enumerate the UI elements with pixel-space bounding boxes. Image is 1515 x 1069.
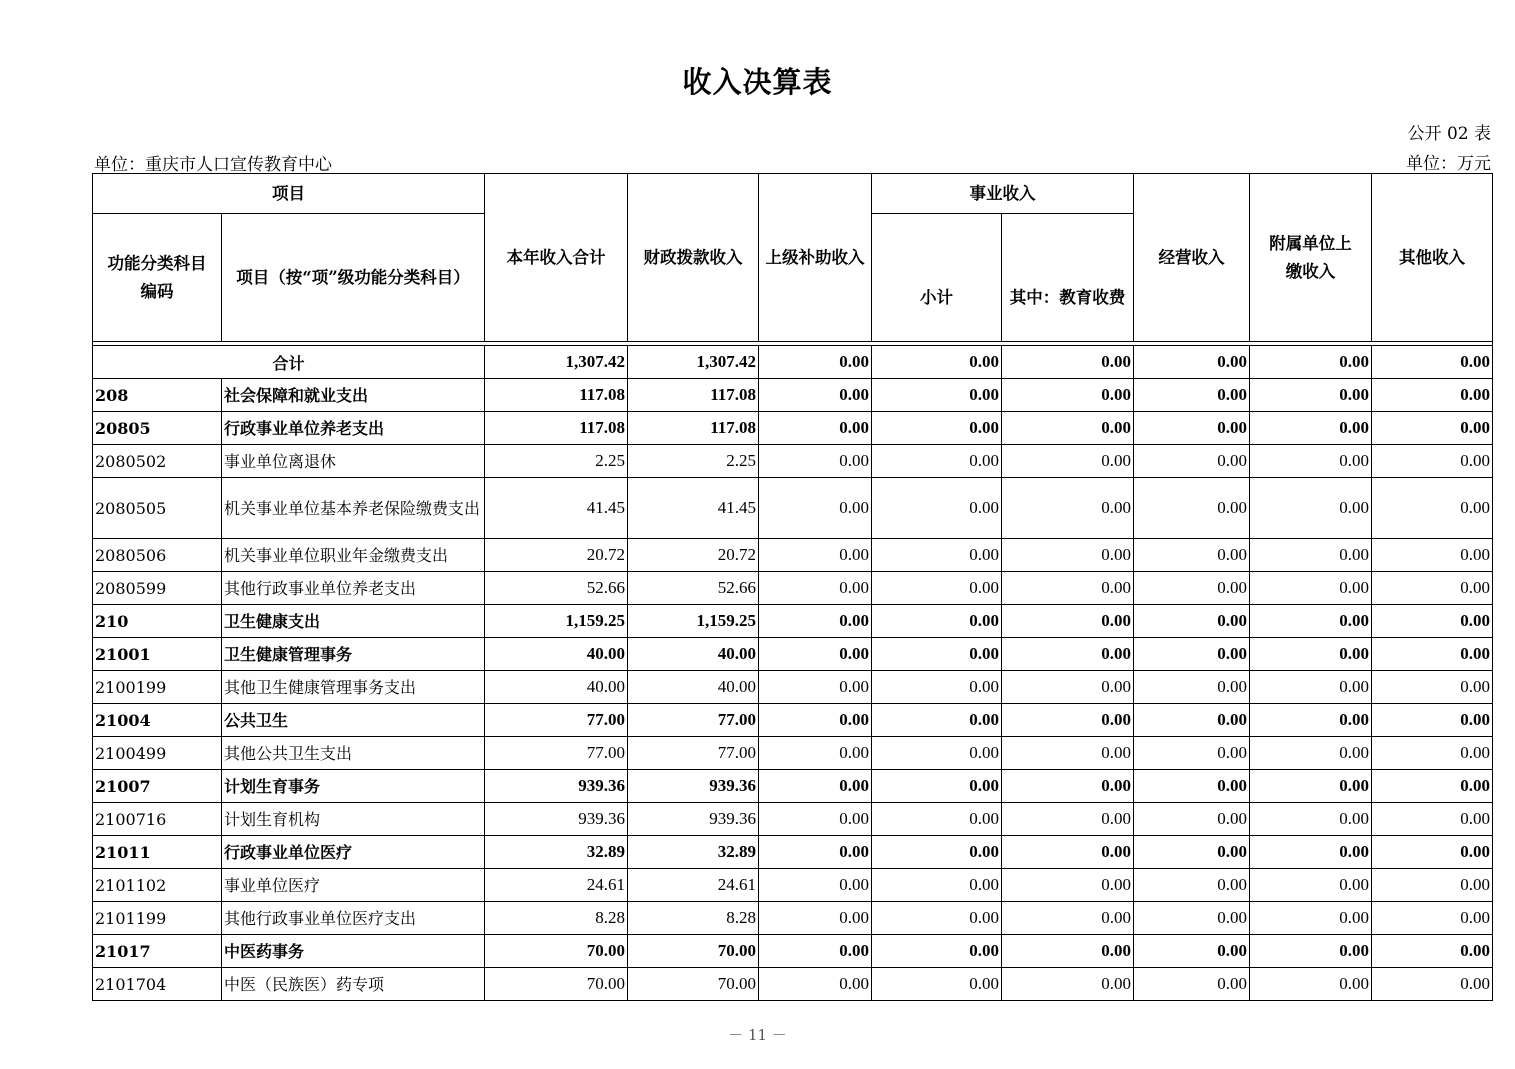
row-value-cell: 0.00 xyxy=(1134,803,1250,836)
row-code-cell: 208 xyxy=(93,379,222,412)
row-value-cell: 40.00 xyxy=(628,638,759,671)
row-value-cell: 0.00 xyxy=(759,935,872,968)
row-code-cell: 2101199 xyxy=(93,902,222,935)
table-row xyxy=(93,572,1493,605)
row-value-cell: 0.00 xyxy=(1250,605,1372,638)
form-number: 公开 02 表 xyxy=(1407,124,1491,144)
row-code-cell: 21001 xyxy=(93,638,222,671)
row-value-cell: 0.00 xyxy=(1002,968,1134,1001)
row-value-cell: 0.00 xyxy=(1372,737,1493,770)
table-row xyxy=(93,902,1493,935)
row-value-cell: 52.66 xyxy=(628,572,759,605)
row-value-cell: 0.00 xyxy=(1134,572,1250,605)
row-value-cell: 0.00 xyxy=(1372,803,1493,836)
row-name-cell: 其他行政事业单位养老支出 xyxy=(222,572,485,605)
row-value-cell: 0.00 xyxy=(1002,539,1134,572)
row-name-cell: 公共卫生 xyxy=(222,704,485,737)
row-value-cell: 0.00 xyxy=(1250,638,1372,671)
row-value-cell: 0.00 xyxy=(1250,803,1372,836)
row-value-cell: 0.00 xyxy=(1250,770,1372,803)
row-name-cell: 行政事业单位医疗 xyxy=(222,836,485,869)
row-value-cell: 0.00 xyxy=(1372,836,1493,869)
row-value-cell: 939.36 xyxy=(628,803,759,836)
row-name-cell: 事业单位离退休 xyxy=(222,445,485,478)
row-value-cell: 0.00 xyxy=(1002,572,1134,605)
row-name-cell: 行政事业单位养老支出 xyxy=(222,412,485,445)
row-name-cell: 机关事业单位职业年金缴费支出 xyxy=(222,539,485,572)
row-value-cell: 41.45 xyxy=(485,478,628,539)
header-code: 功能分类科目编码 xyxy=(93,214,222,342)
table-row xyxy=(93,803,1493,836)
row-value-cell: 0.00 xyxy=(1372,445,1493,478)
row-value-cell: 0.00 xyxy=(1250,704,1372,737)
row-value-cell: 40.00 xyxy=(485,671,628,704)
row-code-cell: 2100499 xyxy=(93,737,222,770)
row-value-cell: 0.00 xyxy=(1134,704,1250,737)
row-value-cell: 0.00 xyxy=(1250,869,1372,902)
row-value-cell: 24.61 xyxy=(485,869,628,902)
row-value-cell: 0.00 xyxy=(1372,704,1493,737)
row-code-cell: 21007 xyxy=(93,770,222,803)
row-name-cell: 中医药事务 xyxy=(222,935,485,968)
row-code-cell: 21011 xyxy=(93,836,222,869)
row-name-cell: 卫生健康管理事务 xyxy=(222,638,485,671)
row-value-cell: 0.00 xyxy=(872,869,1002,902)
row-code-cell: 2100199 xyxy=(93,671,222,704)
header-affiliated-unit-income: 附属单位上缴收入 xyxy=(1250,174,1372,342)
row-value-cell: 0.00 xyxy=(1372,935,1493,968)
row-value-cell: 40.00 xyxy=(628,671,759,704)
row-name-cell: 计划生育事务 xyxy=(222,770,485,803)
row-value-cell: 1,159.25 xyxy=(485,605,628,638)
row-value-cell: 70.00 xyxy=(485,968,628,1001)
table-row xyxy=(93,770,1493,803)
table-row xyxy=(93,704,1493,737)
row-value-cell: 0.00 xyxy=(759,770,872,803)
row-value-cell: 0.00 xyxy=(1134,968,1250,1001)
row-value-cell: 0.00 xyxy=(1250,737,1372,770)
row-value-cell: 0.00 xyxy=(1250,445,1372,478)
header-education-fee: 其中：教育收费 xyxy=(1002,214,1134,342)
row-value-cell: 8.28 xyxy=(485,902,628,935)
row-code-cell: 2100716 xyxy=(93,803,222,836)
row-value-cell: 0.00 xyxy=(872,737,1002,770)
unit-label: 单位：重庆市人口宣传教育中心 xyxy=(94,155,332,175)
row-value-cell: 2.25 xyxy=(485,445,628,478)
header-operating-income: 经营收入 xyxy=(1134,174,1250,342)
row-value-cell: 0.00 xyxy=(1250,671,1372,704)
row-value-cell: 0.00 xyxy=(1134,770,1250,803)
row-value-cell: 939.36 xyxy=(628,770,759,803)
row-value-cell: 0.00 xyxy=(1002,836,1134,869)
row-value-cell: 117.08 xyxy=(485,379,628,412)
row-value-cell: 0.00 xyxy=(1002,902,1134,935)
row-value-cell: 0.00 xyxy=(1134,935,1250,968)
row-value-cell: 0.00 xyxy=(1372,902,1493,935)
row-value-cell: 0.00 xyxy=(759,671,872,704)
row-value-cell: 0.00 xyxy=(759,803,872,836)
row-value-cell: 0.00 xyxy=(1372,869,1493,902)
table-row xyxy=(93,379,1493,412)
table-row xyxy=(93,737,1493,770)
row-value-cell: 0.00 xyxy=(759,379,872,412)
table-row xyxy=(93,478,1493,539)
row-value-cell: 0.00 xyxy=(1250,902,1372,935)
row-value-cell: 0.00 xyxy=(872,638,1002,671)
row-value-cell: 0.00 xyxy=(1002,605,1134,638)
row-value-cell: 0.00 xyxy=(1134,379,1250,412)
row-value-cell: 0.00 xyxy=(1002,935,1134,968)
row-value-cell: 0.00 xyxy=(1250,412,1372,445)
row-value-cell: 0.00 xyxy=(759,968,872,1001)
row-value-cell: 939.36 xyxy=(485,770,628,803)
total-label: 合计 xyxy=(93,346,485,379)
row-value-cell: 0.00 xyxy=(1250,836,1372,869)
row-value-cell: 0.00 xyxy=(872,968,1002,1001)
row-value-cell: 52.66 xyxy=(485,572,628,605)
row-value-cell: 0.00 xyxy=(1134,412,1250,445)
row-value-cell: 117.08 xyxy=(628,379,759,412)
row-value-cell: 77.00 xyxy=(628,737,759,770)
row-value-cell: 0.00 xyxy=(1134,671,1250,704)
row-value-cell: 0.00 xyxy=(872,478,1002,539)
row-code-cell: 2080599 xyxy=(93,572,222,605)
row-value-cell: 0.00 xyxy=(1250,478,1372,539)
row-value-cell: 20.72 xyxy=(628,539,759,572)
row-name-cell: 其他行政事业单位医疗支出 xyxy=(222,902,485,935)
row-value-cell: 0.00 xyxy=(1134,836,1250,869)
header-business-income: 事业收入 xyxy=(872,174,1134,214)
header-other-income: 其他收入 xyxy=(1372,174,1493,342)
row-value-cell: 0.00 xyxy=(872,412,1002,445)
row-value-cell: 0.00 xyxy=(759,902,872,935)
row-value-cell: 0.00 xyxy=(1250,572,1372,605)
row-value-cell: 0.00 xyxy=(1002,770,1134,803)
row-value-cell: 70.00 xyxy=(485,935,628,968)
header-project: 项目 xyxy=(93,174,485,214)
row-value-cell: 0.00 xyxy=(1372,770,1493,803)
row-value-cell: 0.00 xyxy=(872,704,1002,737)
row-value-cell: 40.00 xyxy=(485,638,628,671)
row-value-cell: 0.00 xyxy=(759,704,872,737)
row-value-cell: 77.00 xyxy=(485,737,628,770)
table-row xyxy=(93,539,1493,572)
row-name-cell: 社会保障和就业支出 xyxy=(222,379,485,412)
table-row xyxy=(93,412,1493,445)
row-name-cell: 卫生健康支出 xyxy=(222,605,485,638)
row-value-cell: 0.00 xyxy=(1134,737,1250,770)
row-code-cell: 21004 xyxy=(93,704,222,737)
row-value-cell: 0.00 xyxy=(1372,605,1493,638)
row-value-cell: 77.00 xyxy=(485,704,628,737)
row-value-cell: 2.25 xyxy=(628,445,759,478)
row-value-cell: 0.00 xyxy=(1250,935,1372,968)
header-superior-subsidy: 上级补助收入 xyxy=(759,174,872,342)
row-value-cell: 0.00 xyxy=(872,671,1002,704)
row-value-cell: 0.00 xyxy=(759,412,872,445)
row-value-cell: 0.00 xyxy=(759,836,872,869)
row-value-cell: 0.00 xyxy=(1372,379,1493,412)
currency-unit-label: 单位：万元 xyxy=(1406,154,1491,174)
row-value-cell: 0.00 xyxy=(1002,671,1134,704)
table-row xyxy=(93,605,1493,638)
row-code-cell: 20805 xyxy=(93,412,222,445)
total-cell: 0.00 xyxy=(759,346,872,379)
row-code-cell: 2080506 xyxy=(93,539,222,572)
row-value-cell: 0.00 xyxy=(1002,704,1134,737)
total-cell: 0.00 xyxy=(1372,346,1493,379)
row-value-cell: 117.08 xyxy=(628,412,759,445)
row-value-cell: 0.00 xyxy=(1002,445,1134,478)
row-value-cell: 0.00 xyxy=(1250,539,1372,572)
row-value-cell: 0.00 xyxy=(759,638,872,671)
row-value-cell: 70.00 xyxy=(628,968,759,1001)
row-value-cell: 0.00 xyxy=(1002,737,1134,770)
row-value-cell: 0.00 xyxy=(759,572,872,605)
total-cell: 0.00 xyxy=(1002,346,1134,379)
row-value-cell: 32.89 xyxy=(485,836,628,869)
row-name-cell: 事业单位医疗 xyxy=(222,869,485,902)
row-code-cell: 2101704 xyxy=(93,968,222,1001)
row-value-cell: 0.00 xyxy=(1250,379,1372,412)
row-value-cell: 0.00 xyxy=(759,478,872,539)
row-name-cell: 中医（民族医）药专项 xyxy=(222,968,485,1001)
row-value-cell: 0.00 xyxy=(759,605,872,638)
row-value-cell: 0.00 xyxy=(872,605,1002,638)
row-name-cell: 计划生育机构 xyxy=(222,803,485,836)
total-cell: 1,307.42 xyxy=(485,346,628,379)
row-value-cell: 0.00 xyxy=(1372,671,1493,704)
total-row xyxy=(93,346,1493,379)
row-value-cell: 0.00 xyxy=(1002,869,1134,902)
row-value-cell: 0.00 xyxy=(872,379,1002,412)
row-code-cell: 2080502 xyxy=(93,445,222,478)
table-row xyxy=(93,638,1493,671)
row-value-cell: 0.00 xyxy=(1134,478,1250,539)
row-name-cell: 机关事业单位基本养老保险缴费支出 xyxy=(222,478,485,539)
row-value-cell: 24.61 xyxy=(628,869,759,902)
row-value-cell: 0.00 xyxy=(872,539,1002,572)
table-row xyxy=(93,671,1493,704)
row-value-cell: 0.00 xyxy=(759,869,872,902)
row-value-cell: 0.00 xyxy=(1134,869,1250,902)
total-cell: 1,307.42 xyxy=(628,346,759,379)
row-value-cell: 0.00 xyxy=(1134,445,1250,478)
table-row xyxy=(93,445,1493,478)
total-cell: 0.00 xyxy=(1250,346,1372,379)
total-cell: 0.00 xyxy=(872,346,1002,379)
row-value-cell: 0.00 xyxy=(872,902,1002,935)
row-value-cell: 0.00 xyxy=(1372,412,1493,445)
row-value-cell: 20.72 xyxy=(485,539,628,572)
row-value-cell: 0.00 xyxy=(1250,968,1372,1001)
table-row xyxy=(93,836,1493,869)
row-code-cell: 210 xyxy=(93,605,222,638)
row-value-cell: 0.00 xyxy=(872,572,1002,605)
row-code-cell: 2101102 xyxy=(93,869,222,902)
row-name-cell: 其他卫生健康管理事务支出 xyxy=(222,671,485,704)
row-value-cell: 0.00 xyxy=(872,445,1002,478)
row-value-cell: 0.00 xyxy=(872,803,1002,836)
document-title: 收入决算表 xyxy=(682,65,833,99)
row-value-cell: 0.00 xyxy=(1002,803,1134,836)
row-value-cell: 0.00 xyxy=(872,836,1002,869)
row-value-cell: 0.00 xyxy=(1372,539,1493,572)
row-value-cell: 32.89 xyxy=(628,836,759,869)
row-value-cell: 0.00 xyxy=(1372,968,1493,1001)
income-final-accounts-table xyxy=(92,173,1493,1001)
row-value-cell: 0.00 xyxy=(1134,539,1250,572)
row-code-cell: 2080505 xyxy=(93,478,222,539)
row-value-cell: 8.28 xyxy=(628,902,759,935)
row-value-cell: 0.00 xyxy=(1372,638,1493,671)
row-value-cell: 77.00 xyxy=(628,704,759,737)
header-total-income: 本年收入合计 xyxy=(485,174,628,342)
row-value-cell: 0.00 xyxy=(1002,412,1134,445)
row-value-cell: 0.00 xyxy=(1002,478,1134,539)
row-value-cell: 70.00 xyxy=(628,935,759,968)
row-name-cell: 其他公共卫生支出 xyxy=(222,737,485,770)
row-value-cell: 939.36 xyxy=(485,803,628,836)
table-row xyxy=(93,935,1493,968)
row-value-cell: 0.00 xyxy=(759,737,872,770)
row-value-cell: 0.00 xyxy=(1372,572,1493,605)
row-value-cell: 0.00 xyxy=(1134,638,1250,671)
row-value-cell: 0.00 xyxy=(1134,605,1250,638)
header-item: 项目（按“项”级功能分类科目） xyxy=(222,214,485,342)
row-value-cell: 41.45 xyxy=(628,478,759,539)
row-value-cell: 117.08 xyxy=(485,412,628,445)
header-fiscal-appropriation: 财政拨款收入 xyxy=(628,174,759,342)
row-code-cell: 21017 xyxy=(93,935,222,968)
row-value-cell: 0.00 xyxy=(759,445,872,478)
row-value-cell: 0.00 xyxy=(872,935,1002,968)
row-value-cell: 0.00 xyxy=(759,539,872,572)
table-row xyxy=(93,869,1493,902)
row-value-cell: 1,159.25 xyxy=(628,605,759,638)
row-value-cell: 0.00 xyxy=(1134,902,1250,935)
row-value-cell: 0.00 xyxy=(872,770,1002,803)
header-subtotal: 小计 xyxy=(872,214,1002,342)
row-value-cell: 0.00 xyxy=(1002,638,1134,671)
row-value-cell: 0.00 xyxy=(1372,478,1493,539)
row-value-cell: 0.00 xyxy=(1002,379,1134,412)
table-row xyxy=(93,968,1493,1001)
page-number: － 11 － xyxy=(728,1026,787,1044)
total-cell: 0.00 xyxy=(1134,346,1250,379)
